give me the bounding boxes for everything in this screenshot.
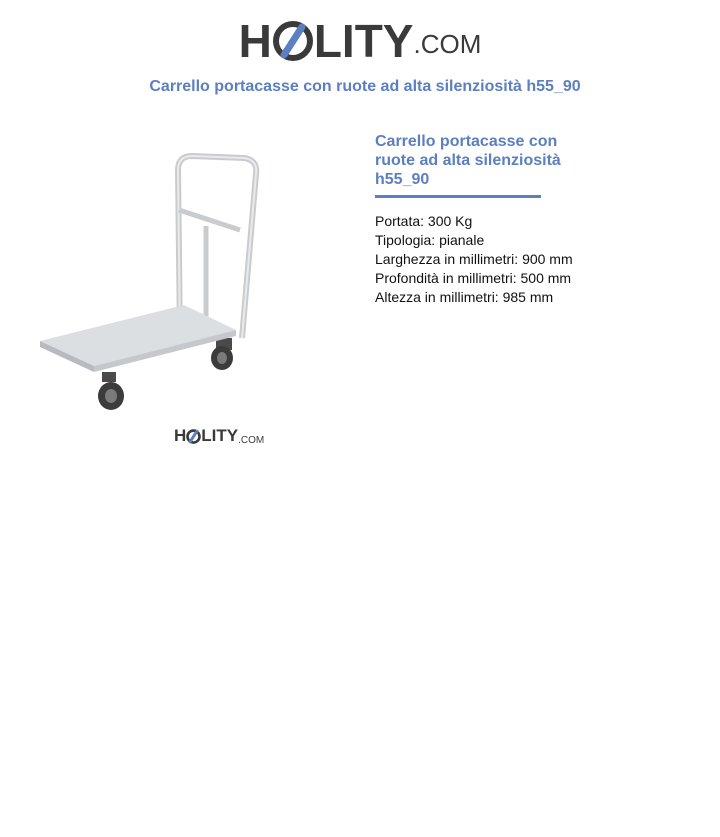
spec-value: 900 mm bbox=[522, 251, 573, 267]
spec-value: pianale bbox=[439, 232, 485, 248]
spec-value: 500 mm bbox=[520, 270, 572, 286]
spec-label: Larghezza in millimetri: bbox=[375, 251, 523, 267]
spec-item-profondita bbox=[375, 269, 595, 288]
product-info bbox=[375, 132, 595, 307]
spec-list bbox=[375, 212, 595, 307]
logo-text-lity: LITY bbox=[313, 15, 414, 67]
title-underline bbox=[375, 195, 541, 198]
spec-label: Portata: bbox=[375, 213, 428, 229]
spec-item-larghezza bbox=[375, 250, 595, 269]
watermark-text-lity: LITY bbox=[201, 426, 239, 445]
spec-item-portata bbox=[375, 212, 595, 231]
watermark-o-icon bbox=[186, 429, 201, 444]
spec-label: Tipologia: bbox=[375, 232, 440, 248]
spec-value: 985 mm bbox=[502, 289, 554, 305]
watermark-letter-h: H bbox=[174, 426, 187, 445]
watermark-domain: .COM bbox=[238, 435, 265, 447]
logo-letter-h: H bbox=[238, 15, 272, 67]
spec-item-tipologia bbox=[375, 231, 595, 250]
site-logo[interactable] bbox=[0, 14, 720, 68]
spec-value: 300 Kg bbox=[427, 213, 473, 229]
trolley-image bbox=[36, 148, 276, 418]
image-watermark-logo bbox=[174, 426, 264, 446]
logo-o-icon bbox=[273, 21, 313, 61]
spec-label: Profondità in millimetri: bbox=[375, 270, 521, 286]
logo-domain: .COM bbox=[413, 29, 482, 60]
spec-item-altezza bbox=[375, 288, 595, 307]
page-title: Carrello portacasse con ruote ad alta silenziosità h55_90 bbox=[149, 78, 581, 95]
product-title: Carrello portacasse con ruote ad alta silenziosità h55_90 bbox=[375, 133, 561, 188]
spec-label: Altezza in millimetri: bbox=[375, 289, 503, 305]
